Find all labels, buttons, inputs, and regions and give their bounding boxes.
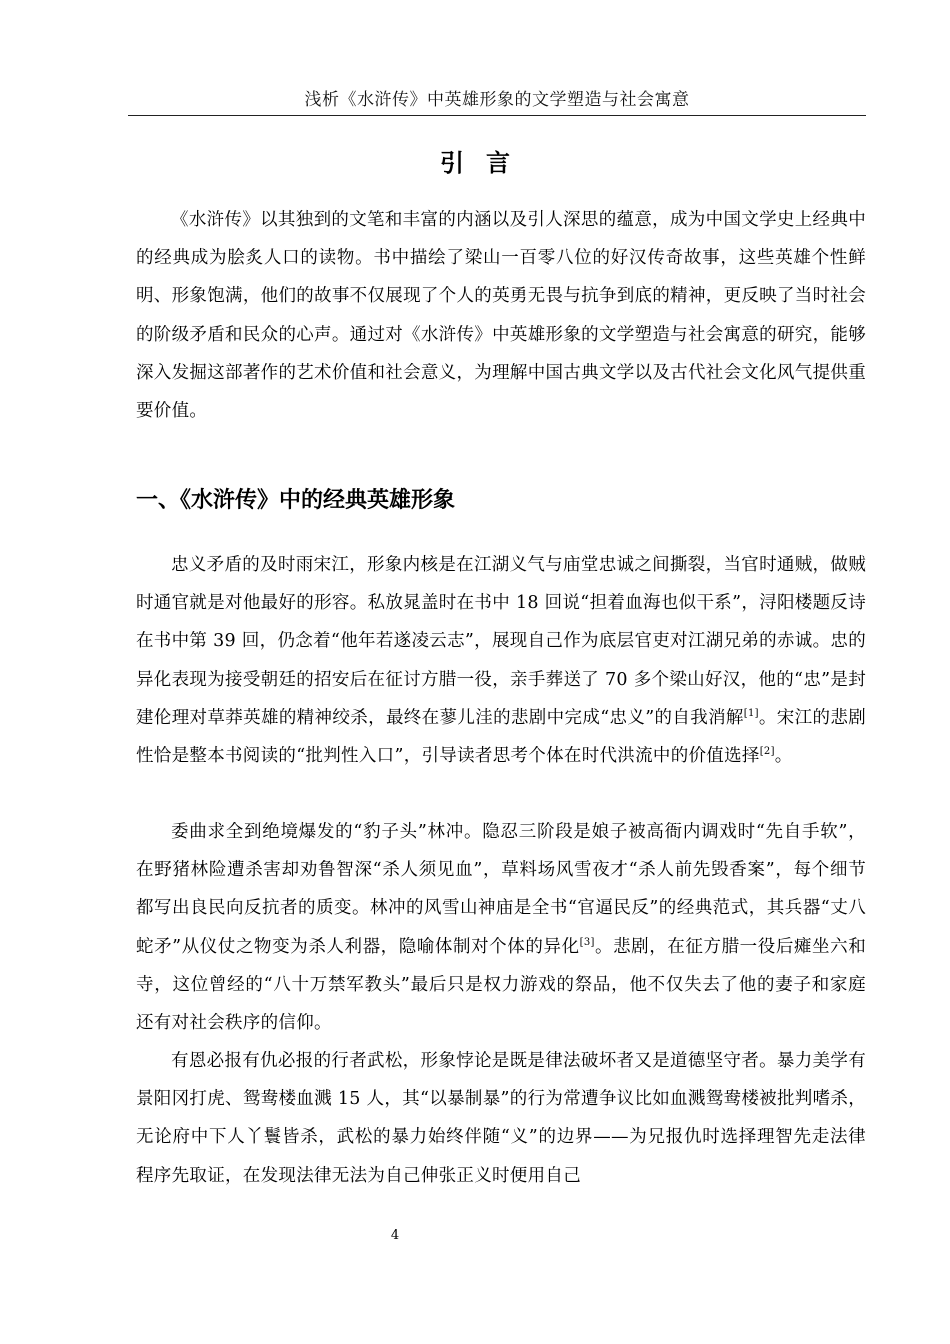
chapter-heading: 一、《水浒传》中的经典英雄形象 — [136, 488, 456, 513]
introduction-title: 引言 — [440, 149, 532, 177]
paragraph-text: 。宋江的悲剧性恰是整本书阅读的“批判性入口”，引导读者思考个体在时代洪流中的价值选择 — [136, 707, 866, 767]
paragraph-text: 委曲求全到绝境爆发的“豹子头”林冲。隐忍三阶段是娘子被高衙内调戏时“先自手软”，在野猪林险遭杀害却劝鲁智深“杀人须见血”，草料场风雪夜才“杀人前先毁香案”，每个细节都写出良民向反抗者的质变。林冲的风雪山神庙是全书“官逼民反”的经典范式，其兵器“丈八蛇矛”从仪仗之物变为杀人利器，隐喻体制对个体的异化 — [136, 822, 866, 957]
paragraph-song-jiang — [136, 546, 866, 775]
paragraph-text: 有恩必报有仇必报的行者武松，形象悖论是既是律法破坏者又是道德坚守者。暴力美学有景阳冈打虎、鸳鸯楼血溅 15 人，其“以暴制暴”的行为常遭争议比如血溅鸳鸯楼被批判嗜杀，无论府中下人丫鬟皆杀，武松的暴力始终伴随“义”的边界——为兄报仇时选择理智先走法律程序先取证，在发现法律无法为自己伸张正义时便用自己 — [136, 1051, 866, 1186]
paragraph-lin-chong — [136, 813, 866, 1042]
paragraph-wu-song — [136, 1042, 866, 1195]
citation-ref[interactable]: [1] — [743, 707, 759, 719]
introduction-paragraph: 《水浒传》以其独到的文笔和丰富的内涵以及引人深思的蕴意，成为中国文学史上经典中的经典成为脍炙人口的读物。书中描绘了梁山一百零八位的好汉传奇故事，这些英雄个性鲜明、形象饱满，他们的故事不仅展现了个人的英勇无畏与抗争到底的精神，更反映了当时社会的阶级矛盾和民众的心声。通过对《水浒传》中英雄形象的文学塑造与社会寓意的研究，能够深入发掘这部著作的艺术价值和社会意义，为理解中国古典文学以及古代社会文化风气提供重要价值。 — [136, 210, 866, 422]
page-number: 4 — [390, 1228, 400, 1243]
running-header: 浅析《水浒传》中英雄形象的文学塑造与社会寓意 — [128, 88, 866, 116]
paragraph-text: 。 — [774, 746, 793, 767]
paragraph-text: 忠义矛盾的及时雨宋江，形象内核是在江湖义气与庙堂忠诚之间撕裂，当官时通贼，做贼时通官就是对他最好的形容。私放晁盖时在书中 18 回说“担着血海也似干系”，浔阳楼题反诗在书中第 39 回，仍念着“他年若遂凌云志”，展现自己作为底层官吏对江湖兄弟的赤诚。忠的异化表现为接受朝廷的招安后在征讨方腊一役，亲手葬送了 70 多个梁山好汉，他的“忠”是封建伦理对草莽英雄的精神绞杀，最终在蓼儿洼的悲剧中完成“忠义”的自我消解 — [136, 555, 866, 728]
paragraph-text: 。悲剧，在征方腊一役后瘫坐六和寺，这位曾经的“八十万禁军教头”最后只是权力游戏的祭品，他不仅失去了他的妻子和家庭还有对社会秩序的信仰。 — [136, 936, 867, 1034]
citation-ref[interactable]: [3] — [579, 936, 595, 948]
citation-ref[interactable]: [2] — [759, 746, 775, 758]
